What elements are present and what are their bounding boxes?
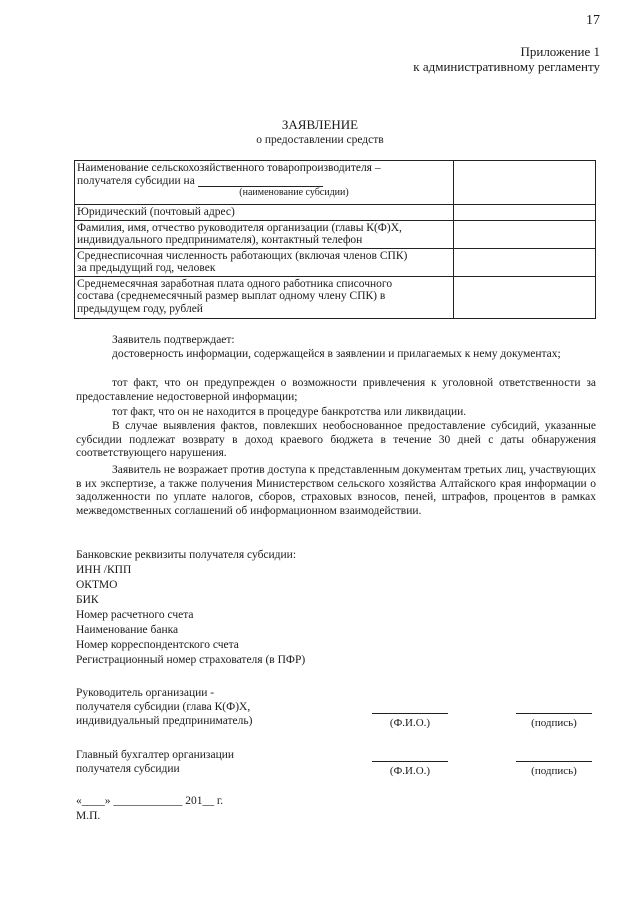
table-row [75, 276, 596, 318]
appendix-line-2: к административному регламенту [413, 59, 600, 74]
head-line-1: Руководитель организации - [76, 687, 215, 699]
confirm-item-3: тот факт, что он не находится в процедуре банкротства или ликвидации. [112, 406, 467, 418]
accountant-line-1: Главный бухгалтер организации [76, 749, 235, 761]
page-number: 17 [586, 13, 600, 28]
row3-line2: индивидуального предпринимателя), контактный телефон [77, 234, 363, 246]
table-row [75, 220, 596, 248]
value-cell[interactable] [454, 205, 596, 221]
bank-heading: Банковские реквизиты получателя субсидии: [76, 549, 297, 561]
head-signature-label [76, 686, 252, 728]
accountant-sign-line[interactable] [516, 761, 592, 762]
row4-line1: Среднесписочная численность работающих (включая членов СПК) [77, 249, 408, 262]
row1-caption: (наименование субсидии) [239, 187, 349, 198]
label-cell [75, 220, 454, 248]
value-cell[interactable] [454, 248, 596, 276]
head-line-2: получателя субсидии (глава К(Ф)Х, [76, 701, 251, 713]
head-sign-line[interactable] [516, 713, 592, 714]
subsidy-name-blank [198, 176, 323, 187]
head-line-3: индивидуальный предприниматель) [76, 715, 253, 727]
document-subtitle: о предоставлении средств [256, 134, 384, 146]
refund-paragraph: В случае выявления фактов, повлекших необоснованное предоставление субсидий, указанные субсидии подлежат возврату в доход краевого бюджета в течение 30 дней с даты обнаружения соответствующего нарушения. [76, 420, 596, 459]
head-sign-caption: (подпись) [531, 717, 577, 729]
value-cell[interactable] [454, 276, 596, 318]
row5-line1: Среднемесячная заработная плата одного работника списочного [77, 277, 393, 290]
accountant-fio-line[interactable] [372, 761, 448, 762]
applicant-info-table [74, 160, 596, 319]
document-title: ЗАЯВЛЕНИЕ [281, 117, 359, 132]
appendix-header [413, 44, 600, 74]
confirm-item-1: достоверность информации, содержащейся в заявлении и прилагаемых к нему документах; [112, 348, 561, 360]
label-cell [75, 161, 454, 205]
bank-item-bank-name: Наименование банка [76, 624, 179, 636]
label-cell [75, 248, 454, 276]
label-cell [75, 205, 454, 221]
consent-paragraph: Заявитель не возражает против доступа к представленным документам третьих лиц, участвующих в их экспертизе, а также получения Министерством сельского хозяйства Алтайского края информации о задолженности по уплате налогов, сборов, страховых взносов, пеней, штрафов, процентов в рамках межведомственных соглашений об информационном взаимодействии. [76, 464, 596, 517]
table-row [75, 248, 596, 276]
label-cell [75, 276, 454, 318]
row5-line2: состава (среднемесячный размер выплат одному члену СПК) в [77, 290, 386, 302]
appendix-line-1: Приложение 1 [520, 44, 600, 59]
confirm-item-2: тот факт, что он предупрежден о возможности привлечения к уголовной ответственности за предоставление недостоверной информации; [76, 377, 596, 403]
bank-item-oktmo: ОКТМО [76, 579, 118, 591]
row4-line2: за предыдущий год, человек [77, 262, 216, 274]
accountant-signature-label [76, 748, 234, 776]
accountant-fio-caption: (Ф.И.О.) [389, 765, 431, 777]
accountant-sign-caption: (подпись) [531, 765, 577, 777]
row1-line2: получателя субсидии на [77, 174, 195, 187]
bank-item-pfr-number: Регистрационный номер страхователя (в ПФР) [76, 654, 306, 666]
row1-line2-wrap [77, 175, 451, 188]
bank-item-inn: ИНН /КПП [76, 564, 132, 576]
bank-item-account: Номер расчетного счета [76, 609, 194, 621]
confirm-intro: Заявитель подтверждает: [112, 334, 235, 346]
head-fio-line[interactable] [372, 713, 448, 714]
table-row [75, 205, 596, 221]
date-line[interactable]: «____» ____________ 201__ г. [76, 795, 224, 807]
row5-line3: предыдущем году, рублей [77, 302, 203, 315]
row3-line1: Фамилия, имя, отчество руководителя организации (главы К(Ф)Х, [77, 221, 402, 234]
row1-line1: Наименование сельскохозяйственного товаропроизводителя – [77, 162, 381, 174]
table-row [75, 161, 596, 205]
bank-item-bik: БИК [76, 594, 99, 606]
row2-text: Юридический (почтовый адрес) [77, 206, 235, 218]
accountant-line-2: получателя субсидии [76, 763, 180, 775]
value-cell[interactable] [454, 220, 596, 248]
stamp-place: М.П. [76, 810, 101, 822]
head-fio-caption: (Ф.И.О.) [389, 717, 431, 729]
bank-item-corr-account: Номер корреспондентского счета [76, 639, 239, 651]
value-cell[interactable] [454, 161, 596, 205]
